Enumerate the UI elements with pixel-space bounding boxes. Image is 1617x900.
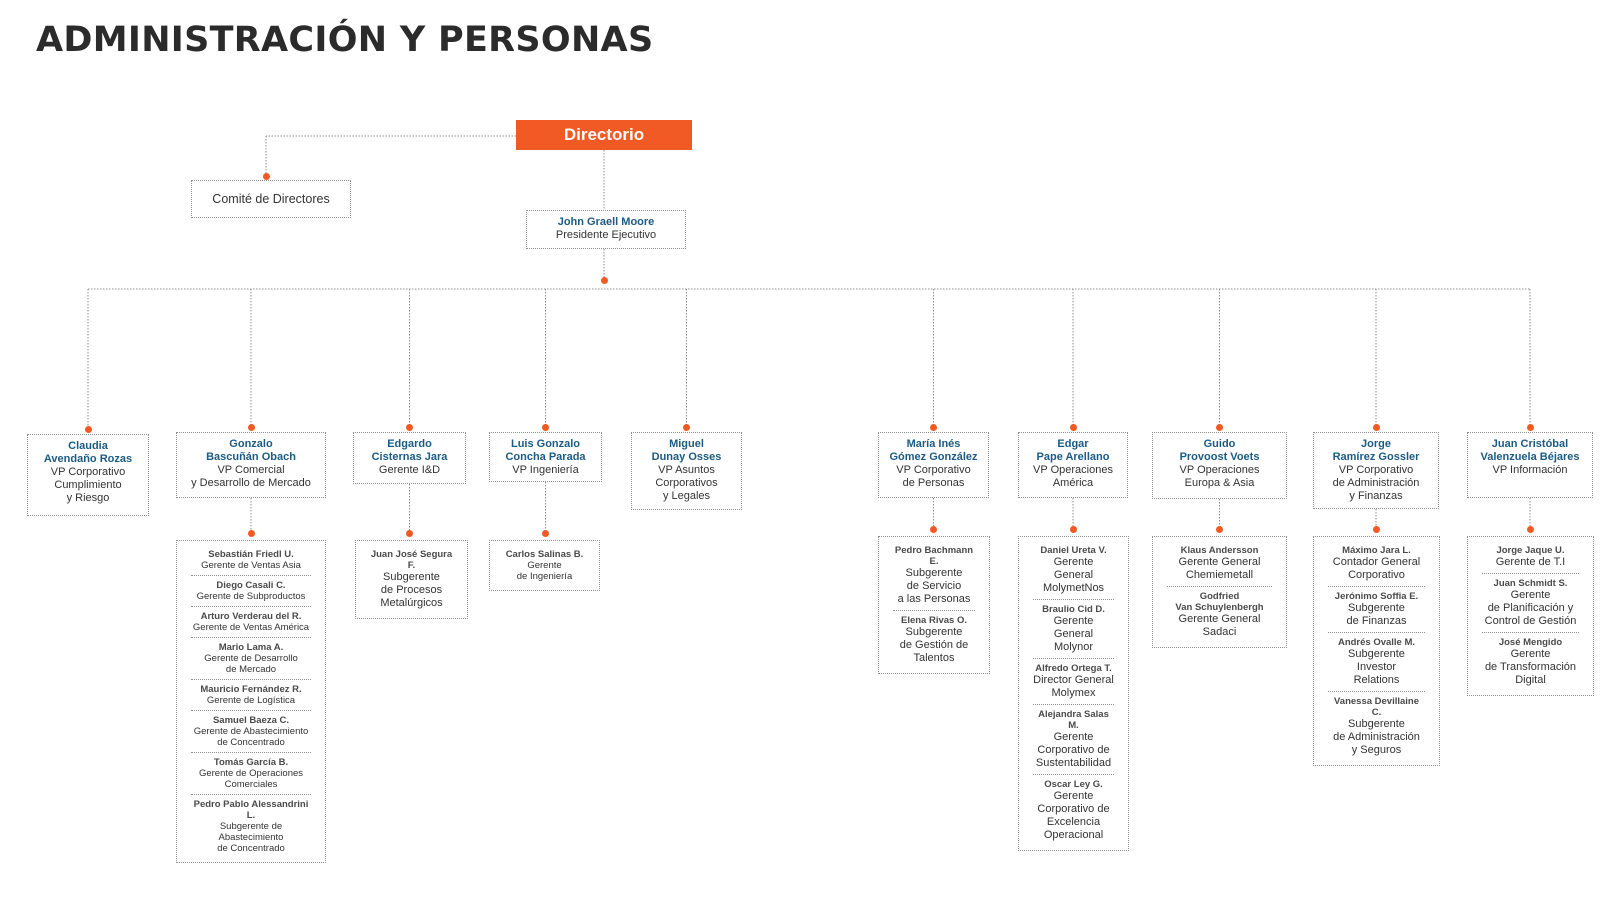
- vp-role: VP Ingeniería: [512, 464, 579, 476]
- report-role: Gerente General Molynor: [1053, 615, 1094, 653]
- vp-dot: [1070, 424, 1077, 431]
- report-item: [191, 607, 311, 638]
- vp-box: [27, 434, 149, 516]
- report-role: Gerente de Transformación Digital: [1484, 648, 1577, 686]
- report-role: Gerente General Sadaci: [1178, 613, 1261, 638]
- report-role: Subgerente de Procesos Metalúrgicos: [380, 571, 443, 609]
- report-name: Elena Rivas O.: [900, 615, 967, 626]
- vp-name: María Inés Gómez González: [889, 438, 978, 463]
- report-name: Juan Schmidt S.: [1493, 578, 1568, 589]
- report-item: [191, 638, 311, 680]
- president-dot: [601, 277, 608, 284]
- report-name: Pedro Bachmann E.: [894, 545, 974, 567]
- report-item: [191, 545, 311, 576]
- report-name: Tomás García B.: [213, 757, 289, 768]
- report-name: Samuel Baeza C.: [212, 715, 290, 726]
- vp-role: VP Corporativo de Personas: [896, 464, 971, 489]
- directorio-box: Directorio: [516, 120, 692, 150]
- report-name: Vanessa Devillaine C.: [1333, 696, 1420, 718]
- report-role: Subgerente de Abastecimiento de Concentrado: [217, 821, 285, 854]
- page-title: ADMINISTRACIÓN Y PERSONAS: [36, 20, 654, 60]
- report-name: Oscar Ley G.: [1044, 779, 1103, 790]
- report-role: Contador General Corporativo: [1332, 556, 1421, 581]
- sub-dot: [248, 530, 255, 537]
- report-item: [1033, 600, 1114, 659]
- report-item: [1033, 775, 1114, 846]
- reports-box: [1313, 536, 1440, 766]
- report-name: Arturo Verderau del R.: [200, 611, 302, 622]
- report-item: [1328, 692, 1425, 761]
- vp-box: [1313, 432, 1439, 509]
- vp-dot: [930, 424, 937, 431]
- report-role: Gerente Corporativo de Sustentabilidad: [1035, 731, 1112, 769]
- vp-name: Edgar Pape Arellano: [1036, 438, 1110, 463]
- report-item: [1482, 574, 1579, 633]
- vp-box: [1467, 432, 1593, 498]
- vp-role: VP Asuntos Corporativos y Legales: [655, 464, 718, 502]
- vp-box: [353, 432, 466, 484]
- vp-role: VP Corporativo de Administración y Finanzas: [1332, 464, 1420, 502]
- sub-dot: [1527, 526, 1534, 533]
- report-item: [1482, 633, 1579, 691]
- report-role: Subgerente de Gestión de Talentos: [899, 626, 969, 664]
- report-role: Gerente de Ventas América: [192, 622, 310, 633]
- vp-box: [489, 432, 602, 482]
- sub-dot: [1216, 526, 1223, 533]
- vp-box: [1152, 432, 1287, 499]
- vp-dot: [1373, 424, 1380, 431]
- report-item: [893, 541, 975, 611]
- sub-dot: [406, 530, 413, 537]
- report-name: Juan José Segura F.: [370, 549, 453, 571]
- committee-box: Comité de Directores: [191, 180, 351, 218]
- report-item: [370, 545, 453, 614]
- president-box: [526, 210, 686, 249]
- vp-role: VP Operaciones Europa & Asia: [1179, 464, 1260, 489]
- president-role: Presidente Ejecutivo: [555, 229, 657, 241]
- report-role: Gerente de Planificación y Control de Gestión: [1484, 589, 1577, 627]
- report-role: Gerente de Logística: [206, 695, 296, 706]
- vp-role: VP Información: [1492, 464, 1568, 476]
- report-role: Gerente de Operaciones Comerciales: [198, 768, 304, 790]
- vp-name: Guido Provoost Voets: [1179, 438, 1260, 463]
- vp-dot: [85, 426, 92, 433]
- report-name: Godfried Van Schuylenbergh: [1175, 591, 1264, 613]
- report-item: [504, 545, 585, 586]
- sub-dot: [930, 526, 937, 533]
- report-role: Gerente de Ingeniería: [516, 560, 573, 582]
- report-name: Andrés Ovalle M.: [1337, 637, 1416, 648]
- report-item: [191, 795, 311, 858]
- report-name: Alejandra Salas M.: [1038, 709, 1109, 731]
- reports-box: [176, 540, 326, 863]
- vp-dot: [406, 424, 413, 431]
- vp-name: Juan Cristóbal Valenzuela Béjares: [1480, 438, 1580, 463]
- vp-dot: [683, 424, 690, 431]
- report-item: [893, 611, 975, 669]
- vp-dot: [248, 424, 255, 431]
- sub-dot: [542, 530, 549, 537]
- president-name: John Graell Moore: [557, 216, 655, 228]
- report-item: [1328, 541, 1425, 587]
- report-name: Mauricio Fernández R.: [200, 684, 302, 695]
- report-role: Gerente de T.I: [1495, 556, 1566, 568]
- sub-dot: [1070, 526, 1077, 533]
- reports-box: [1018, 536, 1129, 851]
- report-role: Subgerente de Administración y Seguros: [1333, 718, 1420, 756]
- vp-dot: [1216, 424, 1223, 431]
- reports-box: [1467, 536, 1594, 696]
- report-role: Gerente General Chemiemetall: [1178, 556, 1261, 581]
- reports-box: [355, 540, 468, 619]
- report-item: [191, 753, 311, 795]
- reports-box: [878, 536, 990, 674]
- report-item: [1167, 541, 1272, 587]
- vp-role: VP Corporativo Cumplimiento y Riesgo: [50, 466, 126, 504]
- reports-box: [1152, 536, 1287, 648]
- vp-box: [176, 432, 326, 498]
- vp-name: Gonzalo Bascuñán Obach: [206, 438, 296, 463]
- report-name: Daniel Ureta V.: [1040, 545, 1107, 556]
- vp-name: Claudia Avendaño Rozas: [43, 440, 133, 465]
- report-item: [1167, 587, 1272, 643]
- sub-dot: [1373, 526, 1380, 533]
- report-role: Director General Molymex: [1033, 674, 1114, 699]
- report-name: Máximo Jara L.: [1342, 545, 1411, 556]
- report-role: Gerente de Subproductos: [196, 591, 306, 602]
- report-item: [191, 711, 311, 753]
- report-item: [191, 680, 311, 711]
- report-name: Mario Lama A.: [218, 642, 284, 653]
- vp-name: Luis Gonzalo Concha Parada: [505, 438, 586, 463]
- report-name: Alfredo Ortega T.: [1035, 663, 1112, 674]
- report-item: [1482, 541, 1579, 574]
- report-item: [1328, 587, 1425, 633]
- report-role: Subgerente de Servicio a las Personas: [897, 567, 971, 605]
- report-name: Sebastián Friedl U.: [208, 549, 294, 560]
- report-name: Jorge Jaque U.: [1496, 545, 1565, 556]
- report-role: Gerente de Ventas Asia: [201, 560, 301, 571]
- report-name: Braulio Cid D.: [1042, 604, 1105, 615]
- vp-box: [631, 432, 742, 510]
- report-item: [1033, 659, 1114, 705]
- report-item: [1328, 633, 1425, 692]
- vp-box: [1018, 432, 1128, 498]
- vp-role: Gerente I&D: [378, 464, 441, 476]
- committee-dot: [263, 173, 270, 180]
- vp-name: Miguel Dunay Osses: [651, 438, 722, 463]
- report-name: Klaus Andersson: [1180, 545, 1259, 556]
- report-item: [1033, 705, 1114, 775]
- report-role: Gerente de Desarrollo de Mercado: [204, 653, 298, 675]
- vp-dot: [1527, 424, 1534, 431]
- report-name: José Mengido: [1498, 637, 1563, 648]
- report-item: [1033, 541, 1114, 600]
- report-role: Gerente de Abastecimiento de Concentrado: [193, 726, 309, 748]
- report-name: Carlos Salinas B.: [505, 549, 584, 560]
- vp-role: VP Comercial y Desarrollo de Mercado: [191, 464, 311, 489]
- vp-name: Jorge Ramírez Gossler: [1332, 438, 1420, 463]
- report-item: [191, 576, 311, 607]
- report-name: Pedro Pablo Alessandrini L.: [193, 799, 309, 821]
- report-role: Subgerente de Finanzas: [1346, 602, 1407, 627]
- report-role: Gerente Corporativo de Excelencia Operacional: [1037, 790, 1110, 841]
- report-name: Jerónimo Soffia E.: [1334, 591, 1419, 602]
- report-role: Subgerente Investor Relations: [1348, 648, 1405, 686]
- vp-role: VP Operaciones América: [1033, 464, 1113, 489]
- reports-box: [489, 540, 600, 591]
- report-name: Diego Casali C.: [216, 580, 286, 591]
- vp-dot: [542, 424, 549, 431]
- vp-box: [878, 432, 989, 498]
- vp-name: Edgardo Cisternas Jara: [371, 438, 448, 463]
- report-role: Gerente General MolymetNos: [1042, 556, 1105, 594]
